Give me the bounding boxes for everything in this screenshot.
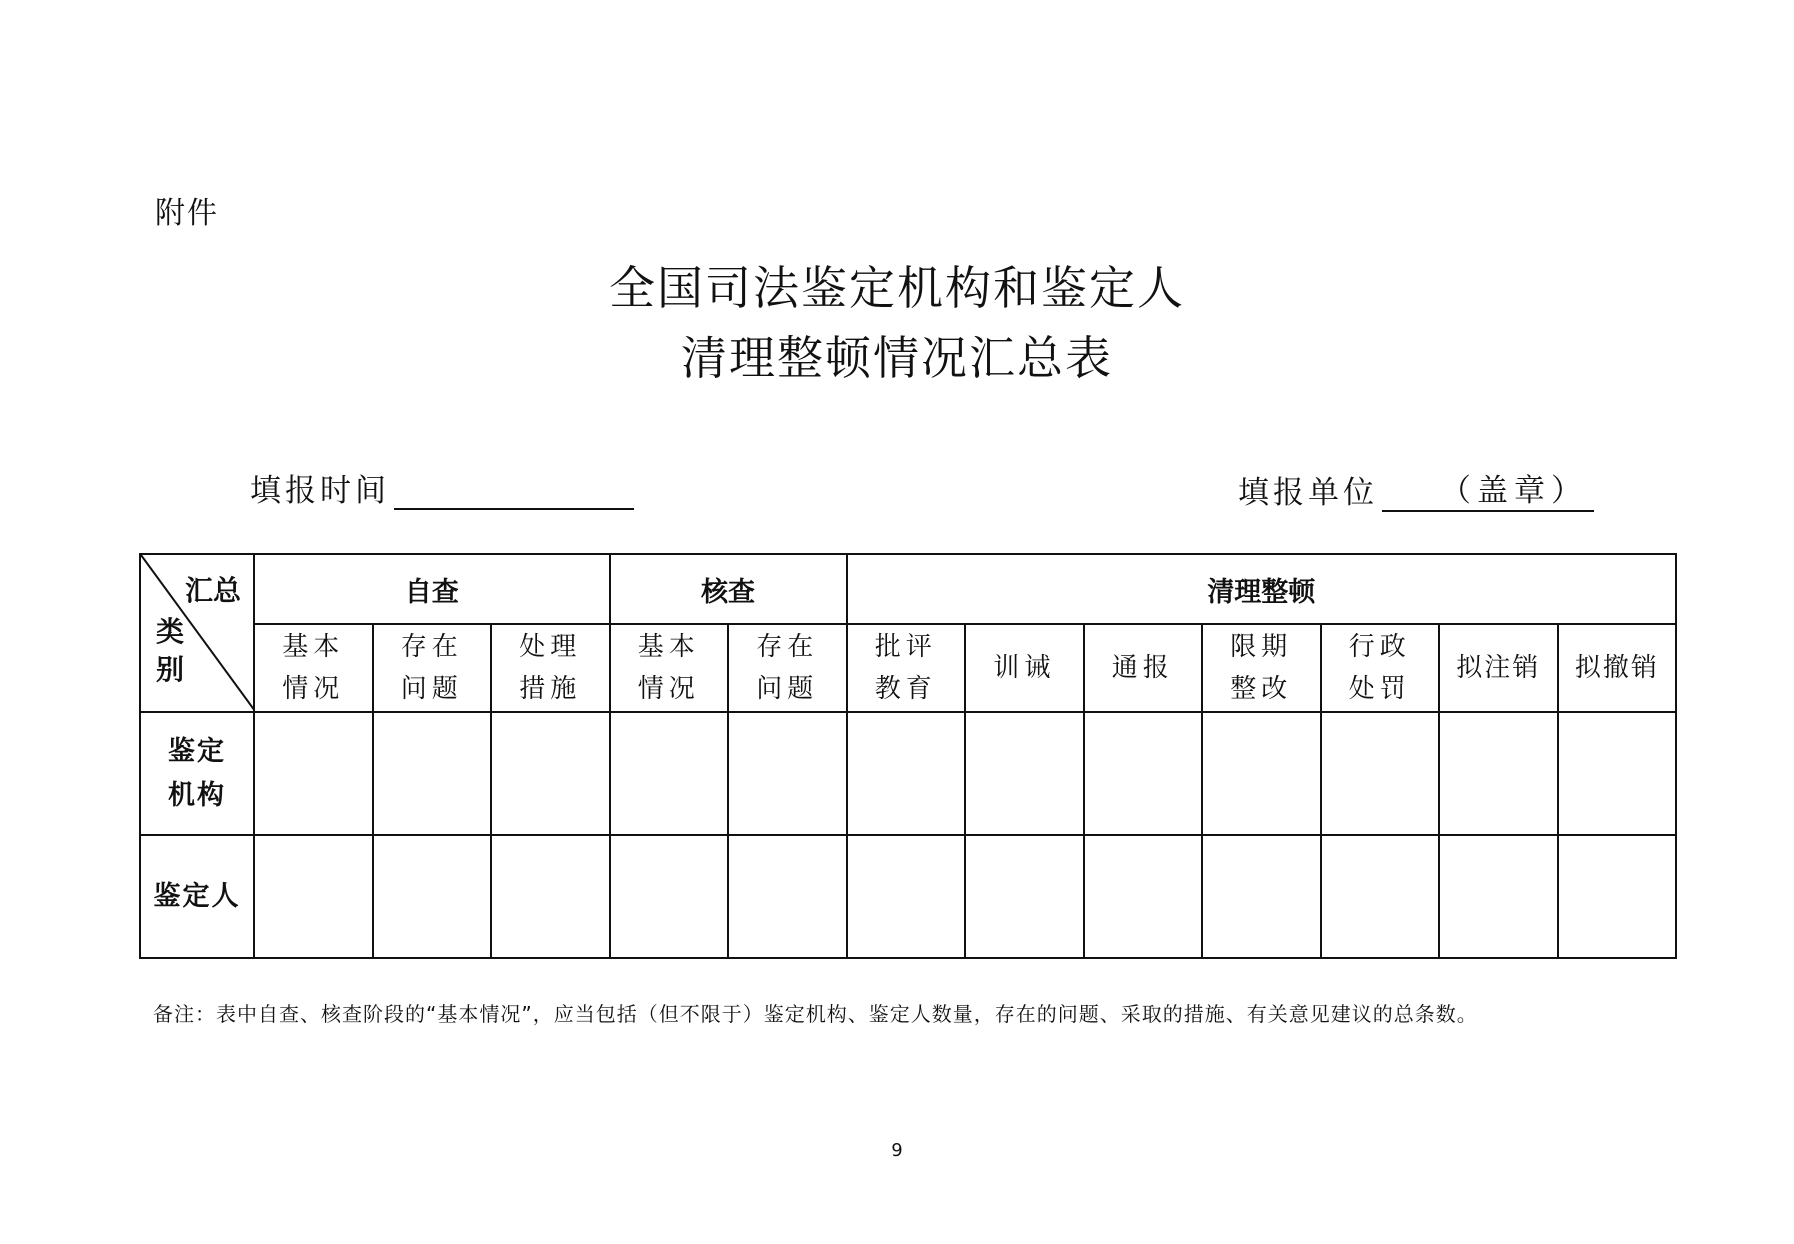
subheader-line: 批评 [874, 632, 937, 662]
table-cell[interactable] [1084, 712, 1203, 835]
subheader-line: 拟注销 [1456, 653, 1541, 683]
table-cell[interactable] [254, 835, 373, 958]
table-row [140, 712, 1676, 835]
subheader-line: 限期 [1230, 632, 1293, 662]
table-cell[interactable] [1084, 835, 1203, 958]
table-cell[interactable] [728, 835, 847, 958]
corner-category-char: 类 [155, 615, 184, 648]
subheader-line: 基本 [282, 632, 345, 662]
row-label-institution [140, 712, 254, 835]
table-cell[interactable] [965, 835, 1084, 958]
subheader-line: 问题 [756, 674, 819, 704]
table-cell[interactable] [610, 835, 729, 958]
fill-unit-field [1238, 465, 1594, 512]
table-cell[interactable] [728, 712, 847, 835]
subheader-line: 存在 [400, 632, 463, 662]
corner-summary-label: 汇总 [184, 574, 241, 607]
table-cell[interactable] [1439, 712, 1558, 835]
subheader-line: 通报 [1111, 653, 1174, 683]
subheader-cell [254, 624, 373, 712]
row-label-line: 鉴定人 [153, 880, 241, 912]
table-cell[interactable] [1321, 712, 1440, 835]
subheader-cell [965, 624, 1084, 712]
table-cell[interactable] [1439, 835, 1558, 958]
page-number: 9 [891, 1140, 903, 1161]
fill-unit-label: 填报单位 [1238, 475, 1378, 511]
subheader-line: 训诫 [993, 653, 1056, 683]
fill-time-blank [394, 472, 634, 510]
table-cell[interactable] [1558, 712, 1677, 835]
page-title-line-1: 全国司法鉴定机构和鉴定人 [609, 261, 1185, 315]
fill-unit-seal: （盖章） [1382, 465, 1594, 512]
subheader-cell [847, 624, 966, 712]
group-header-verification: 核查 [610, 554, 847, 624]
subheader-cell [728, 624, 847, 712]
footnote: 备注：表中自查、核查阶段的“基本情况”，应当包括（但不限于）鉴定机构、鉴定人数量，存在的问题、采取的措施、有关意见建议的总条数。 [153, 1002, 1478, 1026]
table-row [140, 835, 1676, 958]
table-cell[interactable] [1202, 712, 1321, 835]
subheader-line: 处理 [519, 632, 582, 662]
group-header-self-check: 自查 [254, 554, 610, 624]
table-cell[interactable] [491, 835, 610, 958]
table-cell[interactable] [847, 835, 966, 958]
corner-category-label [153, 613, 187, 689]
table-cell[interactable] [847, 712, 966, 835]
subheader-line: 行政 [1348, 632, 1411, 662]
attachment-label: 附件 [155, 196, 219, 231]
summary-table [139, 553, 1677, 959]
table-cell[interactable] [1558, 835, 1677, 958]
table-cell[interactable] [610, 712, 729, 835]
table-cell[interactable] [254, 712, 373, 835]
fill-time-label: 填报时间 [250, 473, 390, 509]
subheader-cell [491, 624, 610, 712]
row-label-appraiser [140, 835, 254, 958]
subheader-line: 存在 [756, 632, 819, 662]
subheader-cell [1558, 624, 1677, 712]
table-cell[interactable] [373, 835, 492, 958]
subheader-cell [373, 624, 492, 712]
subheader-line: 教育 [874, 674, 937, 704]
row-label-line: 鉴定 [168, 735, 226, 767]
subheader-line: 措施 [519, 674, 582, 704]
fill-time-field [250, 465, 634, 510]
table-cell[interactable] [1321, 835, 1440, 958]
table-cell[interactable] [965, 712, 1084, 835]
subheader-cell [1321, 624, 1440, 712]
subheader-cell [1439, 624, 1558, 712]
subheader-line: 处罚 [1348, 674, 1411, 704]
group-header-rectification: 清理整顿 [847, 554, 1677, 624]
table-cell[interactable] [373, 712, 492, 835]
subheader-line: 情况 [637, 674, 700, 704]
subheader-line: 拟撤销 [1574, 653, 1659, 683]
corner-category-char: 别 [155, 653, 184, 686]
row-label-line: 机构 [168, 779, 226, 811]
subheader-line: 基本 [637, 632, 700, 662]
subheader-line: 问题 [400, 674, 463, 704]
page-title-line-2: 清理整顿情况汇总表 [681, 331, 1113, 385]
subheader-line: 情况 [282, 674, 345, 704]
subheader-line: 整改 [1230, 674, 1293, 704]
table-cell[interactable] [1202, 835, 1321, 958]
subheader-cell [610, 624, 729, 712]
subheader-cell [1084, 624, 1203, 712]
table-cell[interactable] [491, 712, 610, 835]
subheader-cell [1202, 624, 1321, 712]
corner-header-cell [140, 554, 254, 712]
